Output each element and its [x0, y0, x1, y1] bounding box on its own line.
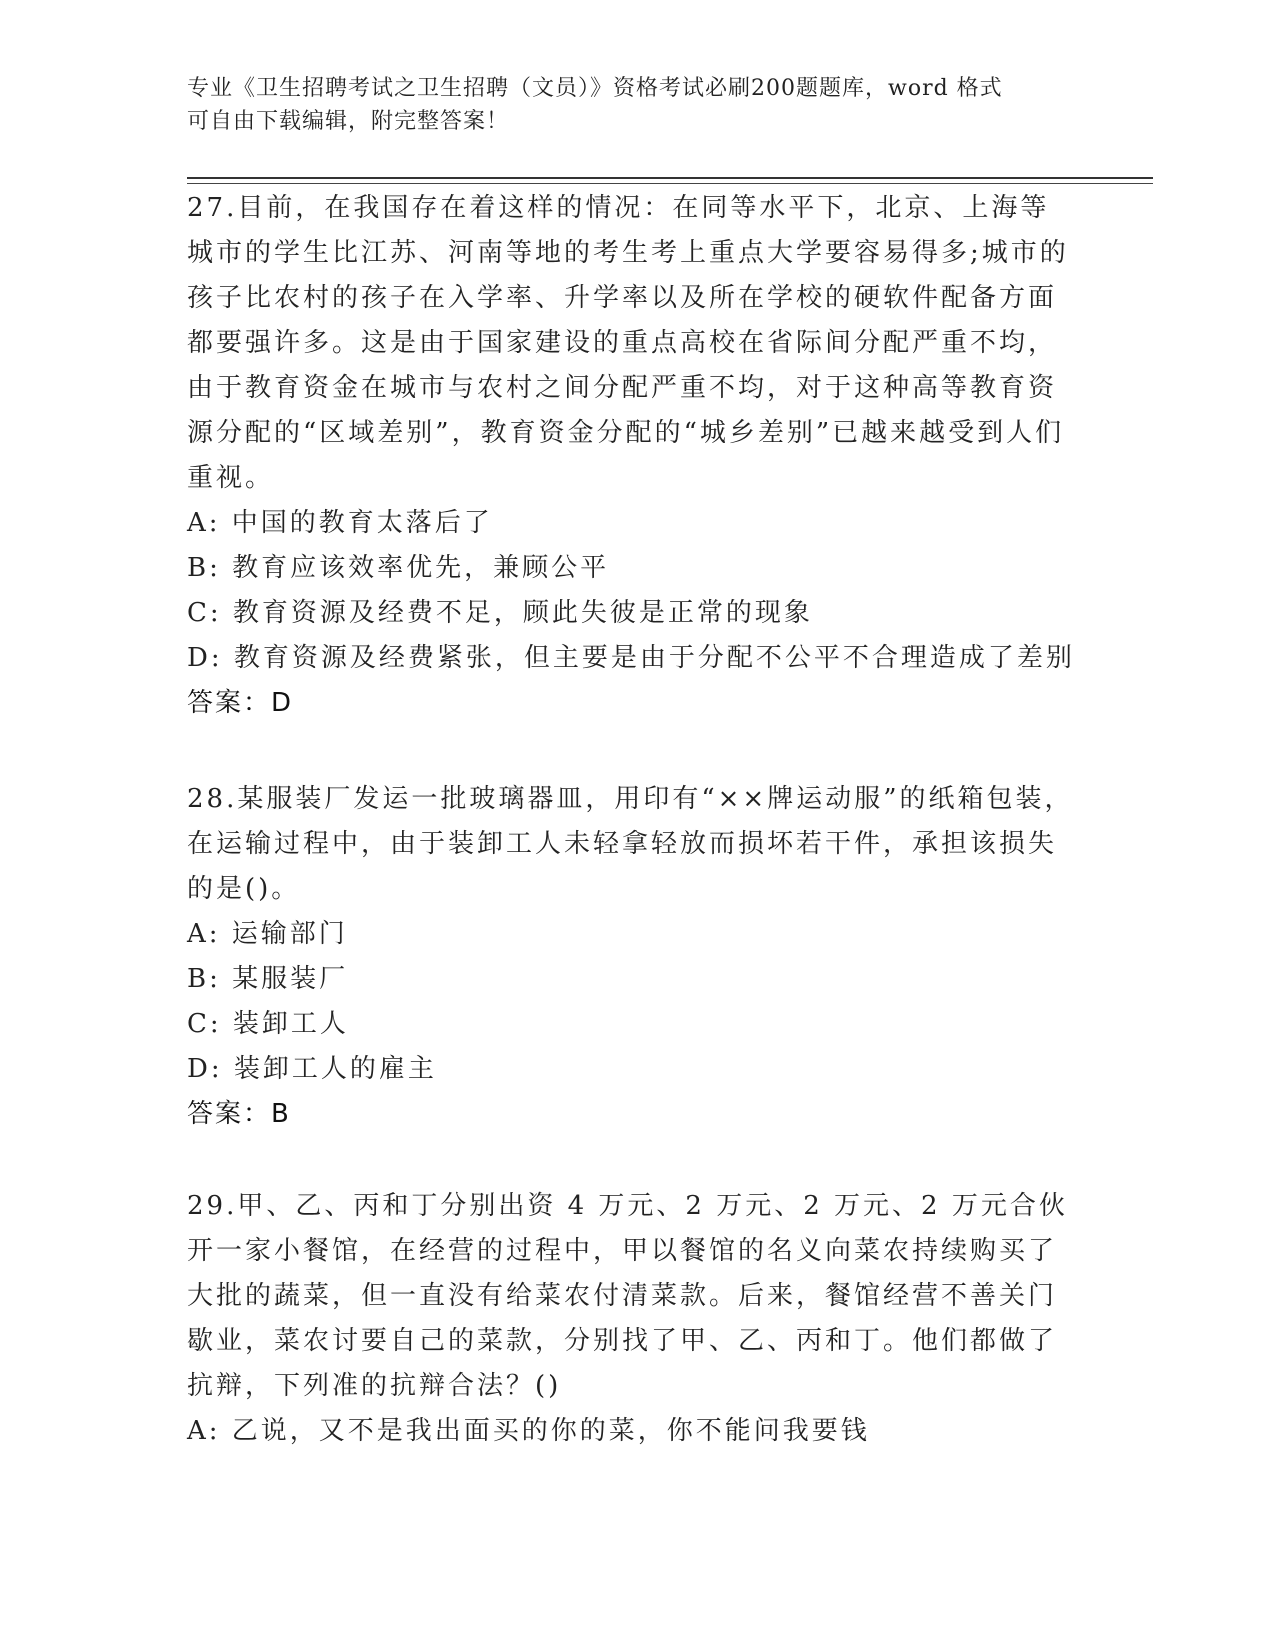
option-d: D: 教育资源及经费紧张，但主要是由于分配不公平不合理造成了差别	[187, 643, 1075, 673]
header-rule-thick	[187, 177, 1153, 179]
option-a: A: 乙说，又不是我出面买的你的菜，你不能问我要钱	[187, 1416, 870, 1446]
option-b: B: 教育应该效率优先，兼顾公平	[187, 553, 610, 583]
question-stem: 27.目前，在我国存在着这样的情况：在同等水平下，北京、上海等城市的学生比江苏、河南等地的考生考上重点大学要容易得多;城市的孩子比农村的孩子在入学率、升学率以及所在学校的硬软件配备方面都要强许多。这是由于国家建设的重点高校在省际间分配严重不均，由于教育资金在城市与农村之间分配严重不均，对于这种高等教育资源分配的“区域差别”，教育资金分配的“城乡差别”已越来越受到人们重视。	[187, 193, 1069, 493]
answer-line: 答案：B	[187, 1099, 291, 1129]
option-d: D: 装卸工人的雇主	[187, 1054, 437, 1084]
header-rule-thin	[187, 183, 1153, 184]
header-line-1: 专业《卫生招聘考试之卫生招聘（文员）》资格考试必刷200题题库，word 格式	[187, 76, 1003, 101]
option-b: B: 某服装厂	[187, 964, 349, 994]
question-27	[187, 186, 1077, 726]
option-c: C: 装卸工人	[187, 1009, 349, 1039]
option-c: C: 教育资源及经费不足，顾此失彼是正常的现象	[187, 598, 813, 628]
question-29	[187, 1184, 1077, 1454]
question-28	[187, 777, 1077, 1137]
option-a: A: 中国的教育太落后了	[187, 508, 493, 538]
question-stem: 29.甲、乙、丙和丁分别出资 4 万元、2 万元、2 万元、2 万元合伙开一家小餐馆，在经营的过程中，甲以餐馆的名义向菜农持续购买了大批的蔬菜，但一直没有给菜农付清菜款。后来，餐馆经营不善关门歇业，菜农讨要自己的菜款，分别找了甲、乙、丙和丁。他们都做了抗辩，下列准的抗辩合法？()	[187, 1191, 1068, 1401]
header-line-2: 可自由下载编辑，附完整答案！	[187, 109, 510, 134]
option-a: A: 运输部门	[187, 919, 348, 949]
answer-line: 答案：D	[187, 688, 294, 718]
question-stem: 28.某服装厂发运一批玻璃器皿，用印有“××牌运动服”的纸箱包装，在运输过程中，由于装卸工人未轻拿轻放而损坏若干件，承担该损失的是()。	[187, 784, 1074, 904]
document-header	[187, 72, 1067, 138]
